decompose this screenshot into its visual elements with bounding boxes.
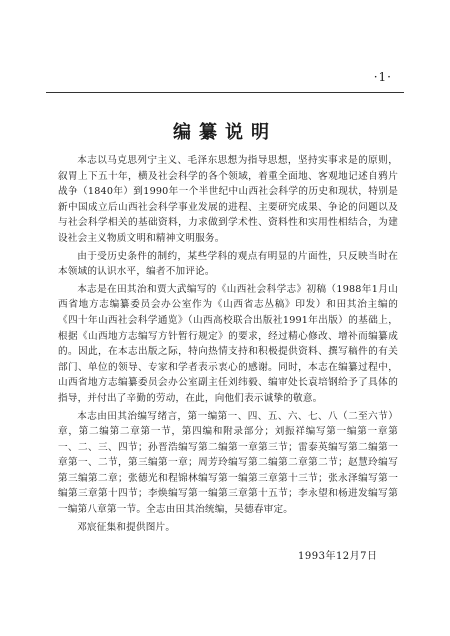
document-date: 1993年12月7日 bbox=[298, 551, 378, 562]
paragraph-1: 本志以马克思列宁主义、毛泽东思想为指导思想，坚持实事求是的原则，叙胃上下五十年，横及社会科学的各个领域，着重全面地、客观地记述自鸦片战争（1840年）到1990年一个半世纪中山西社会科学的历史和现状，特别是新中国成立后山西社会科学事业发展的进程、主要研究成果、争论的问题以及与社会科学相关的基础资料，力求做到学术性、资料性和实用性相结合，为建设社会主义物质文明和精神文明服务。 bbox=[58, 155, 398, 244]
page-number: ·1· bbox=[373, 70, 392, 84]
paragraph-5: 邓宸征集和提供图片。 bbox=[77, 521, 176, 533]
paragraph-3: 本志是在田其治和贾大武编写的《山西社会科学志》初稿（1988年1月山西省地方志编纂委员会办公室作为《山西省志丛稿》印发）和田其治主编的《四十年山西社会科学通览》（山西高校联合出版社1991年出版）的基础上，根据《山西地方志编写方针暂行规定》的要求，经过精心修改、增补而编纂成的。因此，在本志出版之际，特向热情支持和积极提供资料、撰写稿件的有关部门、单位的领导、专家和学者表示衷心的感谢。同时，本志在编纂过程中，山西省地方志编纂委员会办公室副主任刘纬毅、编审处长袁培钢给予了具体的指导，并付出了辛勤的劳动，在此，向他们表示诚挚的敬意。 bbox=[58, 283, 398, 404]
page-title: 编纂说明 bbox=[173, 122, 277, 143]
document-body bbox=[58, 153, 398, 537]
paragraph-4: 本志由田其治编写绪言，第一编第一、四、五、六、七、八（二至六节）章，第二编第二章第一节，第四编和附录部分；刘振祥编写第一编第一章第一、二、三、四节；孙晋浩编写第二编第一章第三节；雷泰英编写第二编第一章第一、二节，第三编第一章；周芳玲编写第二编第二章第二节；赵慧玲编写第三编第二章；张德光和程锦林编写第一编第三章第十三节；张永泽编写第一编第三章第十四节；李焕编写第一编第三章第十五节；李永望和杨进发编写第一编第八章第一节。全志由田其治统编，吴德春审定。 bbox=[58, 410, 398, 516]
paragraph-2: 由于受历史条件的制约，某些学科的观点有明显的片面性，只反映当时在本领域的认识水平，编者不加评论。 bbox=[58, 250, 398, 278]
header-rule bbox=[46, 92, 404, 93]
